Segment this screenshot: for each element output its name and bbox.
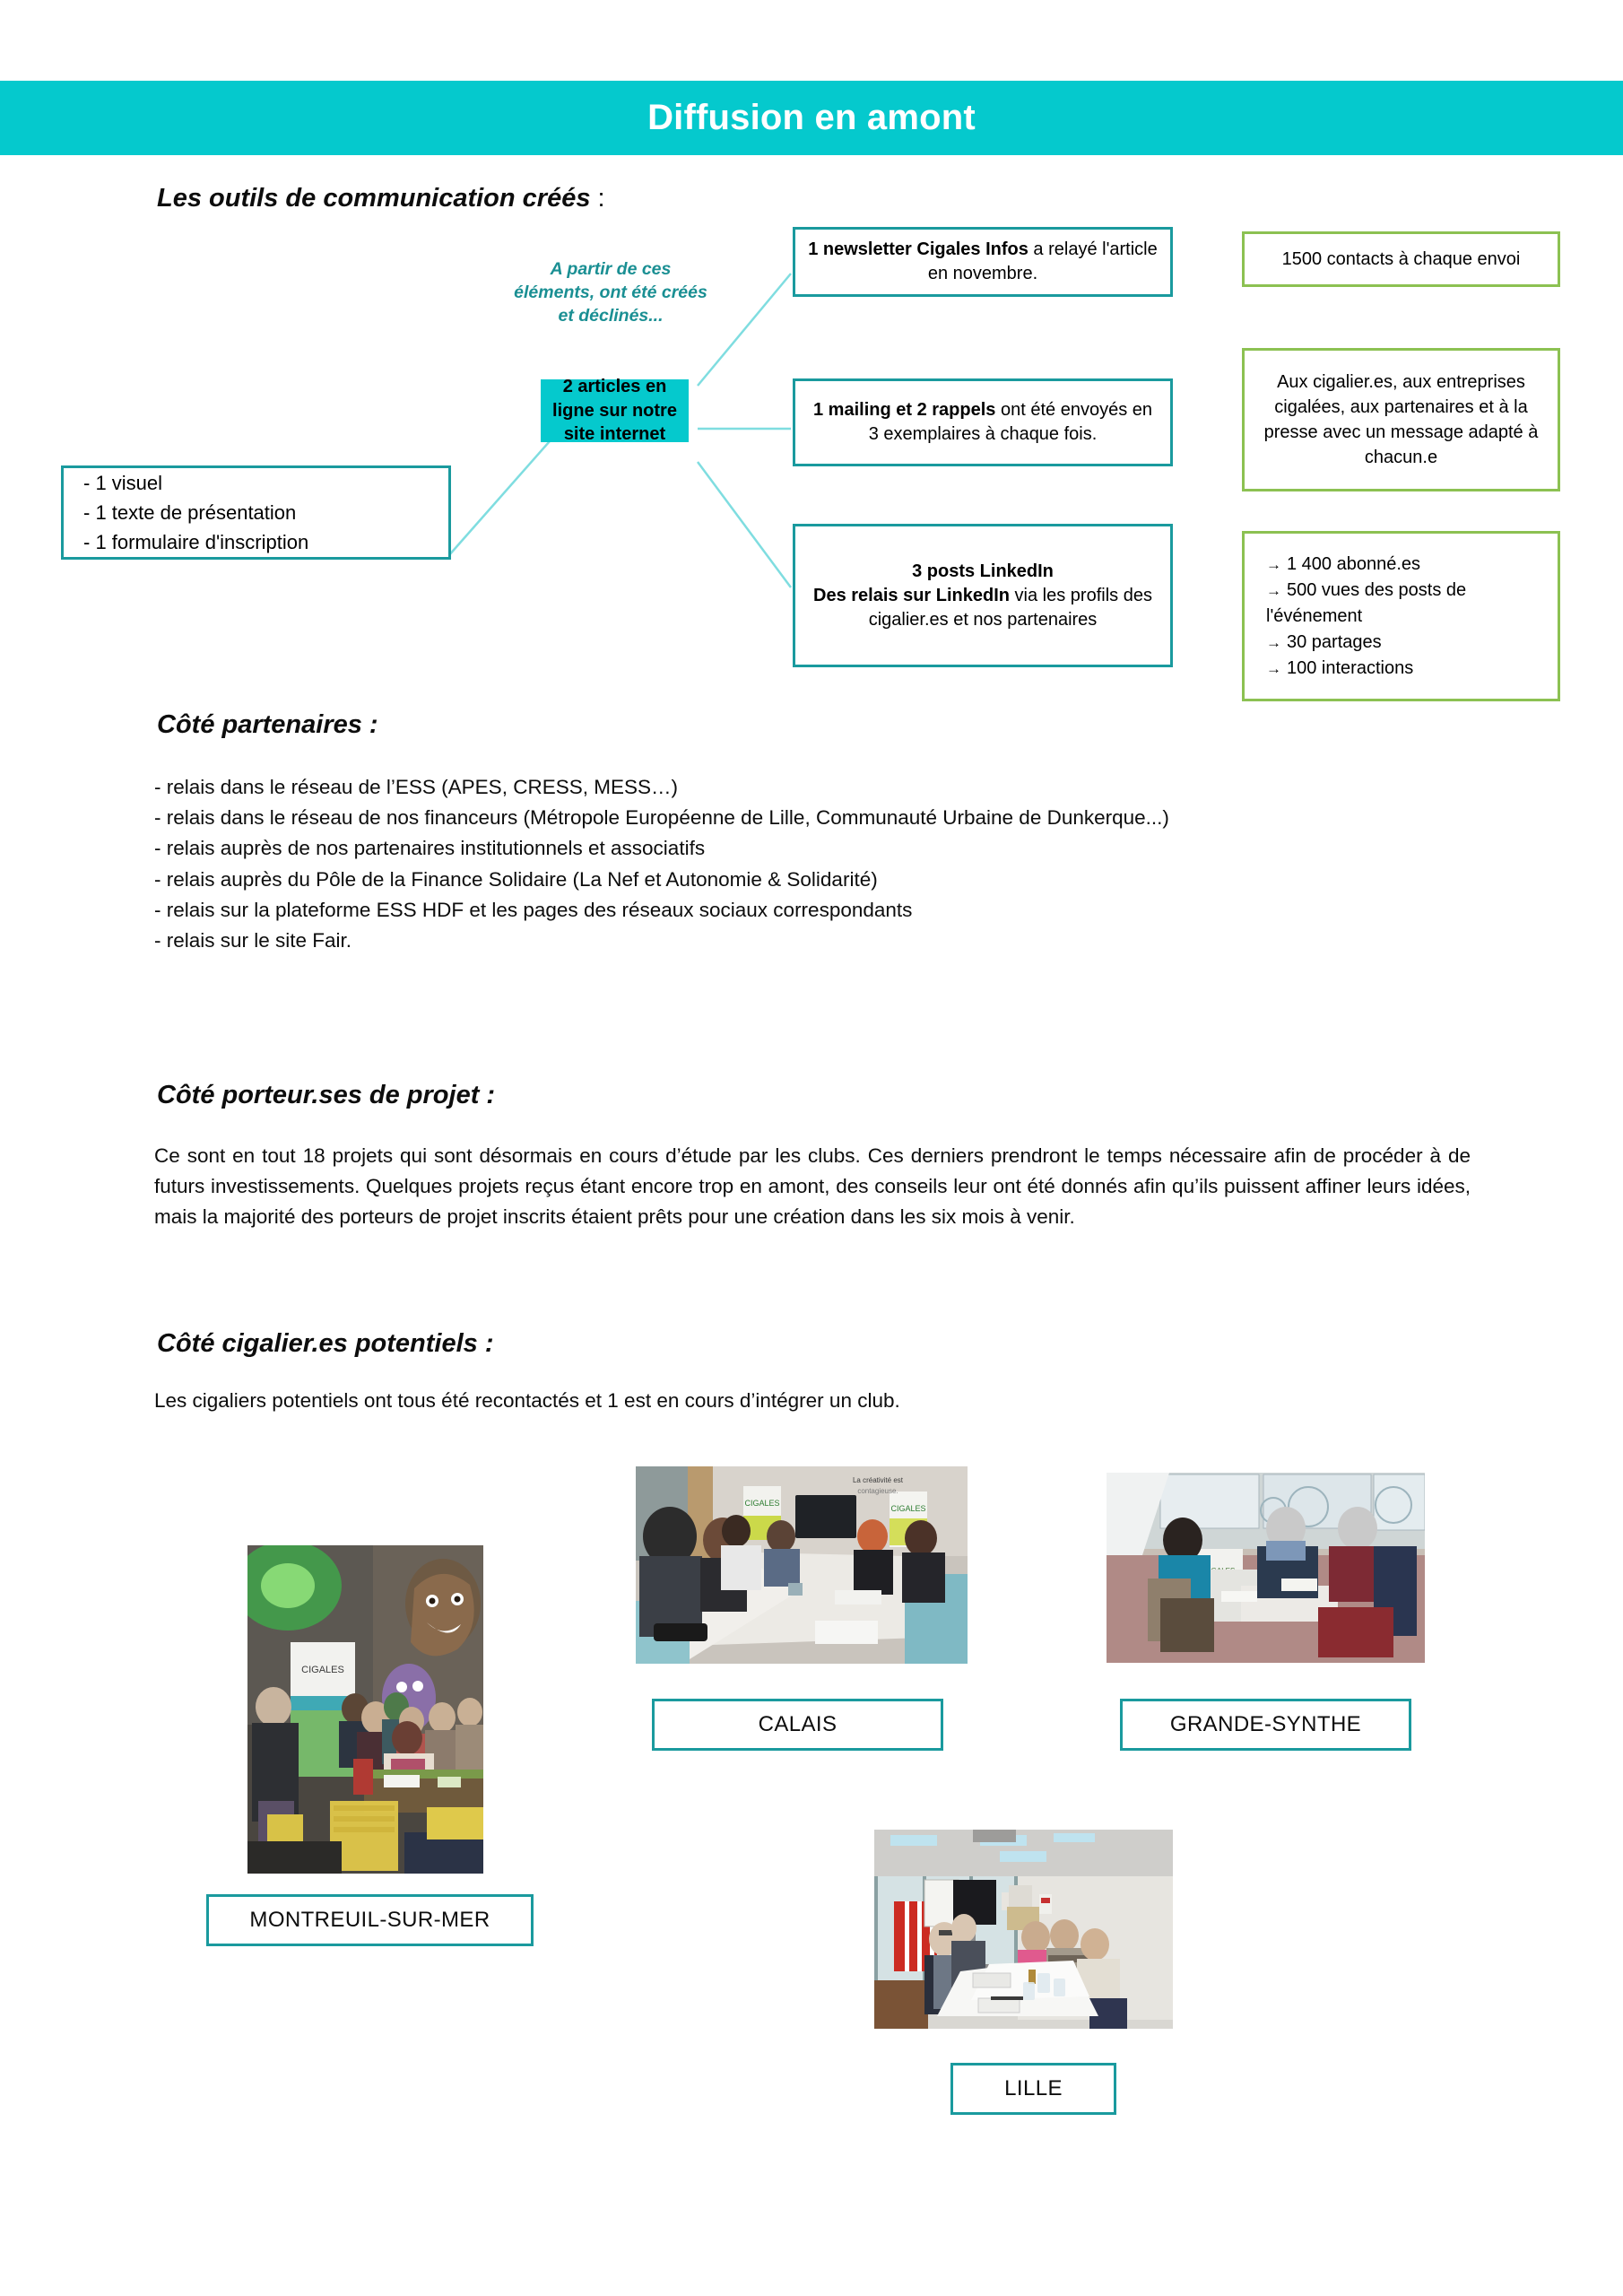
page-title: Diffusion en amont (647, 98, 976, 137)
result-box-linkedin-stats (1242, 531, 1560, 701)
tools-created-box (61, 465, 451, 560)
stat-shares-text: 30 partages (1287, 631, 1382, 652)
partner-item-finance-solidaire-italic: (La Nef et Autonomie & Solidarité) (572, 867, 878, 891)
photo-montreuil-sur-mer (247, 1545, 483, 1874)
photo-lille-image (874, 1830, 1173, 2029)
arrow-icon: → (1266, 633, 1281, 651)
result-box-contacts (1242, 231, 1560, 287)
core-box-articles: 2 articles en ligne sur notre site internet (541, 379, 689, 442)
partner-item-finance-solidaire (154, 865, 1471, 895)
photo-caption-lille: LILLE (950, 2063, 1116, 2115)
stat-interactions-text: 100 interactions (1287, 657, 1414, 678)
diagram-note: A partir de ces éléments, ont été créés et déclinés... (514, 259, 707, 326)
tool-item-registration-form: - 1 formulaire d'inscription (83, 531, 309, 553)
channel-linkedin-bold-1: 3 posts LinkedIn (912, 561, 1054, 581)
arrow-icon: → (1266, 659, 1281, 677)
stat-row-shares (1266, 630, 1382, 656)
channel-mailing-text (808, 398, 1158, 447)
photo-grande-synthe (1107, 1473, 1425, 1663)
photo-caption-calais: CALAIS (652, 1699, 943, 1751)
stat-row-interactions (1266, 656, 1413, 682)
svg-text:contagieuse.: contagieuse. (857, 1487, 898, 1495)
communication-diagram (0, 0, 1623, 718)
result-audience-text: Aux cigalier.es, aux entreprises cigalées, aux partenaires et à la presse avec un message adapté à chacun.e (1263, 372, 1539, 467)
partner-item-fair (154, 926, 1471, 956)
photo-montreuil-image (247, 1545, 483, 1874)
tool-item-visual: - 1 visuel (83, 472, 163, 494)
partner-item-ess-hdf-plain: - relais sur la plateforme ESS HDF et les pages des réseaux sociaux correspondants (154, 898, 913, 921)
partner-item-financeurs-plain: - relais dans le réseau de nos financeurs (154, 806, 524, 830)
channel-newsletter-bold: 1 newsletter Cigales Infos (808, 239, 1028, 259)
tool-item-presentation-text: - 1 texte de présentation (83, 501, 297, 524)
result-contacts-text: 1500 contacts à chaque envoi (1281, 249, 1521, 269)
partner-item-ess-italic: (APES, CRESS, MESS…) (441, 776, 678, 798)
projects-section-heading: Côté porteur.ses de projet : (157, 1081, 496, 1109)
photo-caption-grande-synthe: GRANDE-SYNTHE (1120, 1699, 1411, 1751)
channel-linkedin-rest: via les profils des cigalier.es et nos partenaires (868, 585, 1152, 630)
partner-item-finance-solidaire-plain: - relais auprès du Pôle de la Finance Solidaire (154, 867, 573, 891)
photo-caption-montreuil: MONTREUIL-SUR-MER (206, 1894, 534, 1946)
photo-calais (636, 1466, 968, 1664)
stat-row-subscribers (1266, 552, 1420, 578)
stat-row-views (1266, 578, 1535, 630)
channel-newsletter-rest: a relayé l'article en novembre. (927, 239, 1158, 283)
partner-item-financeurs-italic: (Métropole Européenne de Lille, Communauté Urbaine de Dunkerque...) (523, 806, 1169, 830)
connector-core-to-linkedin (698, 462, 791, 587)
channel-box-mailing (793, 378, 1173, 466)
partners-list (154, 772, 1471, 956)
tools-heading-colon: : (590, 184, 605, 213)
partner-item-financeurs (154, 803, 1471, 833)
arrow-icon: → (1266, 555, 1281, 573)
partner-item-fair-plain: - relais sur le site Fair. (154, 928, 352, 952)
photo-lille (874, 1830, 1173, 2029)
projects-paragraph: Ce sont en tout 18 projets qui sont désormais en cours d’étude par les clubs. Ces derniers prendront le temps nécessaire afin de procéder à de futurs investissements. Quelques projets reçus étant encore trop en amont, des conseils leur ont été donnés afin qu’ils puissent affiner leurs idées, mais la majorité des porteurs de projet inscrits étaient prêts pour une création dans les six mois à venir. (154, 1144, 1471, 1229)
stat-views-text: 500 vues des posts de l'événement (1266, 579, 1467, 626)
channel-linkedin-bold-2: Des relais sur LinkedIn (813, 585, 1010, 605)
svg-text:CIGALES: CIGALES (890, 1504, 926, 1513)
channel-linkedin-text (808, 560, 1158, 632)
channel-mailing-rest: ont été envoyés en 3 exemplaires à chaque fois. (868, 400, 1152, 444)
channel-mailing-bold: 1 mailing et 2 rappels (813, 400, 996, 420)
partner-item-institutionnels-plain: - relais auprès de nos partenaires institutionnels et associatifs (154, 837, 706, 860)
photo-grande-synthe-image (1107, 1473, 1425, 1663)
channel-box-newsletter (793, 227, 1173, 297)
cigaliers-paragraph: Les cigaliers potentiels ont tous été recontactés et 1 est en cours d’intégrer un club. (154, 1389, 900, 1412)
svg-text:CIGALES: CIGALES (301, 1665, 344, 1675)
partner-item-ess-plain: - relais dans le réseau de l’ESS (154, 776, 442, 798)
partner-item-ess (154, 772, 1471, 803)
svg-text:La créativité est: La créativité est (852, 1476, 904, 1484)
partner-item-institutionnels (154, 833, 1471, 864)
stat-subscribers-text: 1 400 abonné.es (1287, 553, 1421, 574)
cigaliers-section-heading: Côté cigalier.es potentiels : (157, 1329, 494, 1358)
channel-box-linkedin (793, 524, 1173, 667)
result-box-audience (1242, 348, 1560, 491)
tools-heading-text: Les outils de communication créés (157, 184, 591, 213)
photo-calais-image (636, 1466, 968, 1664)
arrow-icon: → (1266, 581, 1281, 599)
svg-text:CIGALES: CIGALES (744, 1499, 780, 1508)
partner-item-ess-hdf (154, 895, 1471, 926)
channel-newsletter-text (808, 238, 1158, 286)
partners-section-heading: Côté partenaires : (157, 710, 378, 739)
